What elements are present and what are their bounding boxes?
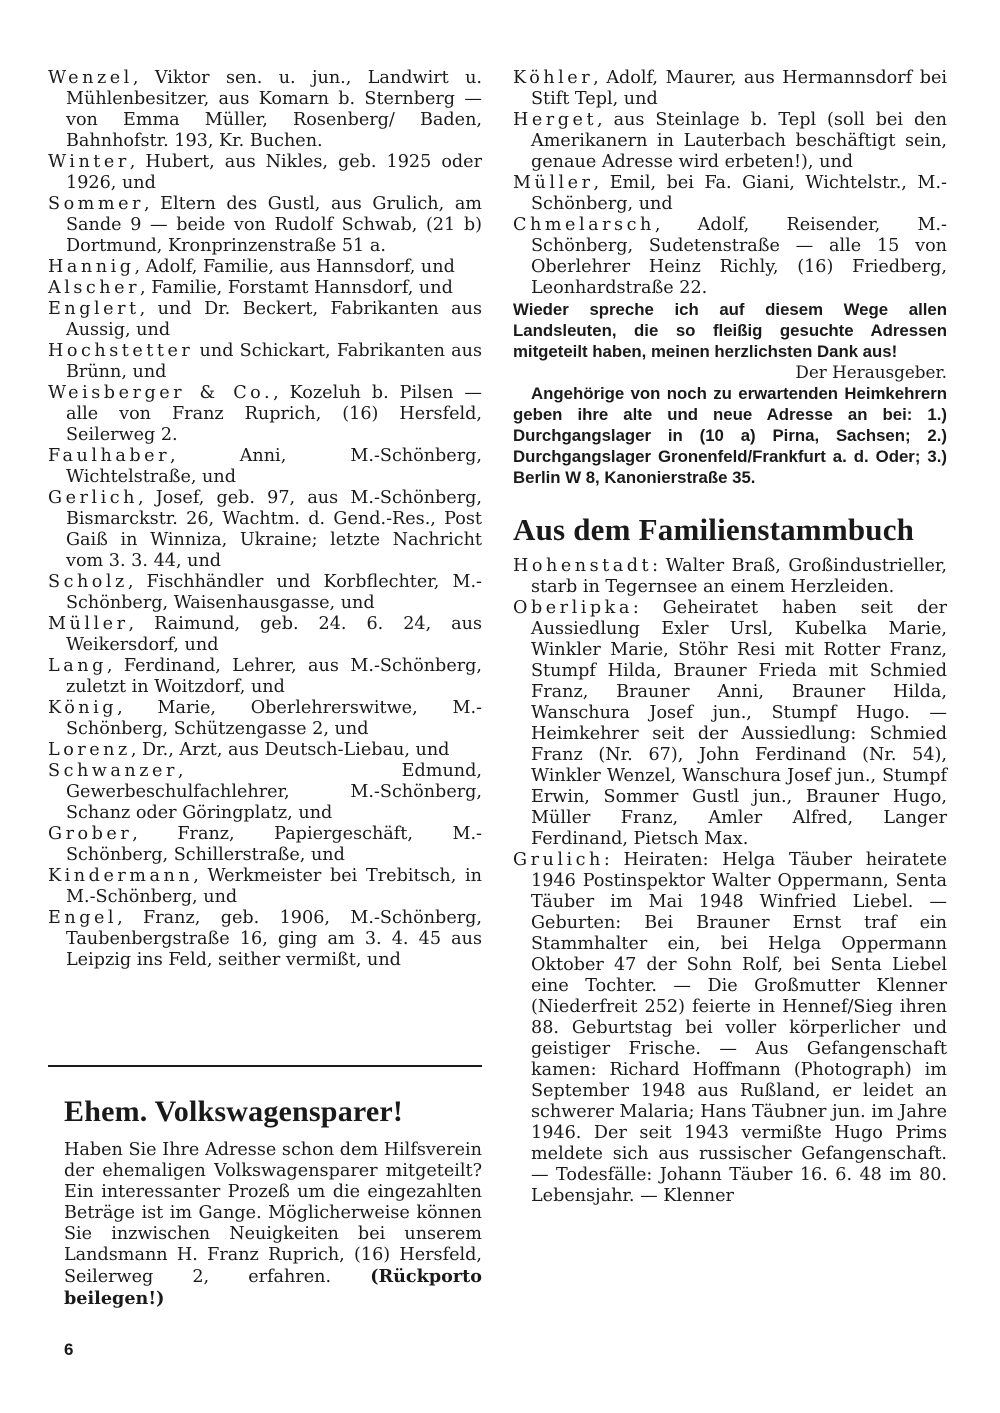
search-text: , Raimund, geb. 24. 6. 24, aus Weikersdorf, und xyxy=(66,614,482,655)
search-entry xyxy=(48,614,482,656)
search-name: Grober xyxy=(48,824,133,844)
search-entry xyxy=(48,446,482,488)
search-text: , Adolf, Familie, aus Hannsdorf, und xyxy=(134,257,455,277)
search-name: Herget xyxy=(513,110,598,130)
search-name: Müller xyxy=(513,173,594,193)
search-name: Sommer xyxy=(48,194,144,214)
left-column xyxy=(48,68,482,971)
search-name: Lorenz xyxy=(48,740,131,760)
search-name: Englert xyxy=(48,299,140,319)
search-entry xyxy=(48,824,482,866)
publisher-signature: Der Herausgeber. xyxy=(795,362,947,382)
family-entry xyxy=(513,598,947,850)
family-list xyxy=(513,556,947,1207)
search-entry xyxy=(48,908,482,971)
search-name: Lang xyxy=(48,656,107,676)
thanks-text: Wieder spreche ich auf diesem Wege allen Landsleuten, die so fleißig gesuchte Adressen mitgeteilt haben, meinen herzlichsten Dank aus! xyxy=(513,300,947,361)
search-entry xyxy=(513,110,947,173)
search-name: Hochstetter xyxy=(48,341,194,361)
search-name: Alscher xyxy=(48,278,141,298)
search-entry xyxy=(48,572,482,614)
search-text: , Viktor sen. u. jun., Landwirt u. Mühlenbesitzer, aus Komarn b. Sternberg — von Emma Müller, Rosenberg/ Baden, Bahnhofstr. 193, Kr. Buchen. xyxy=(66,68,482,151)
search-text: , Edmund, Gewerbeschulfachlehrer, M.-Schönberg, Schanz oder Göringplatz, und xyxy=(66,761,482,823)
search-entry xyxy=(48,299,482,341)
family-heading: Aus dem Familienstammbuch xyxy=(513,512,915,547)
family-entry xyxy=(513,556,947,598)
search-entry xyxy=(48,740,482,761)
family-text: : Heiraten: Helga Täuber heiratete 1946 Postinspektor Walter Oppermann, Senta Täuber im Mai 1948 Winfried Liebel. — Geburten: Bei Brauner Ernst traf ein Stammhalter ein, bei Helga Oppermann Oktober 47 der Sohn Rolf, bei Senta Liebel eine Tochter. — Die Großmutter Klenner (Niederfreit 252) feierte in Hennef/Sieg ihren 88. Geburtstag bei voller körperlicher und geistiger Frische. — Aus Gefangenschaft kamen: Richard Hoffmann (Photograph) im September 1948 aus Rußland, er leidet an schwerer Malaria; Hans Täubner jun. im Jahre 1946. Der seit 1943 vermißte Hugo Prims meldete sich aus russischer Gefangenschaft. — Todesfälle: Johann Täuber 16. 6. 48 im 80. Lebensjahr. — Klenner xyxy=(531,850,947,1206)
search-entry xyxy=(48,341,482,383)
search-text: , Hubert, aus Nikles, geb. 1925 oder 1926, und xyxy=(66,152,482,193)
search-text: , Franz, Papiergeschäft, M.-Schönberg, Schillerstraße, und xyxy=(66,824,482,865)
volkswagen-heading: Ehem. Volkswagensparer! xyxy=(64,1095,404,1128)
search-name: Müller xyxy=(48,614,129,634)
search-name: König xyxy=(48,698,118,718)
search-text: , Marie, Oberlehrerswitwe, M.-Schönberg, Schützengasse 2, und xyxy=(66,698,482,739)
search-entry xyxy=(513,173,947,215)
search-entry xyxy=(48,152,482,194)
search-name: Schwanzer xyxy=(48,761,178,781)
search-text: und Schickart, Fabrikanten aus Brünn, und xyxy=(66,341,482,382)
section-divider xyxy=(48,1065,482,1067)
search-name: Scholz xyxy=(48,572,128,592)
search-list xyxy=(48,68,482,971)
family-name: Hohenstadt xyxy=(513,556,653,576)
search-text: , Josef, geb. 97, aus M.-Schönberg, Bismarckstr. 26, Wachtm. d. Gend.-Res., Post Gaiß in Winniza, Ukraine; letzte Nachricht vom 3. 3. 44, und xyxy=(66,488,482,571)
family-name: Grulich xyxy=(513,850,604,870)
search-text: , Anni, M.-Schönberg, Wichtelstraße, und xyxy=(66,446,482,487)
search-list-continued xyxy=(513,68,947,299)
search-text: , und Dr. Beckert, Fabrikanten aus Aussig, und xyxy=(66,299,482,340)
search-text: , Ferdinand, Lehrer, aus M.-Schönberg, zuletzt in Woitzdorf, und xyxy=(66,656,482,697)
search-name: Kindermann xyxy=(48,866,194,886)
search-entry xyxy=(48,866,482,908)
family-entry xyxy=(513,850,947,1207)
search-entry xyxy=(48,488,482,572)
search-name: Hannig xyxy=(48,257,135,277)
search-name: Köhler xyxy=(513,68,594,88)
search-entry xyxy=(48,278,482,299)
page-number: 6 xyxy=(64,1340,74,1359)
family-text: : Walter Braß, Großindustrieller, starb in Tegernsee an einem Herzleiden. xyxy=(531,556,947,597)
search-text: , Familie, Forstamt Hannsdorf, und xyxy=(140,278,453,298)
search-entry xyxy=(48,257,482,278)
search-text: , Adolf, Maurer, aus Hermannsdorf bei Stift Tepl, und xyxy=(531,68,947,109)
volkswagen-note: (Rückporto beilegen!) xyxy=(64,1266,482,1309)
search-text: , Eltern des Gustl, aus Grulich, am Sande 9 — beide von Rudolf Schwab, (21 b) Dortmund, Kronprinzenstraße 51 a. xyxy=(66,194,482,256)
search-entry xyxy=(48,698,482,740)
search-name: Faulhaber xyxy=(48,446,171,466)
thanks-paragraph xyxy=(513,299,947,382)
search-entry xyxy=(513,215,947,299)
search-name: Chmelarsch xyxy=(513,215,655,235)
returnees-paragraph: Angehörige von noch zu erwartenden Heimkehrern geben ihre alte und neue Adresse an bei: 1.) Durchgangslager in (10 a) Pirna, Sachsen; 2.) Durchgangslager Gronenfeld/Frankfurt a. d. Oder; 3.) Berlin W 8, Kanonierstraße 35. xyxy=(513,384,947,487)
search-name: Winter xyxy=(48,152,130,172)
family-name: Oberlipka xyxy=(513,598,633,618)
volkswagen-text xyxy=(64,1140,482,1310)
search-entry xyxy=(48,194,482,257)
search-name: Engel xyxy=(48,908,118,928)
search-text: , Fischhändler und Korbflechter, M.-Schönberg, Waisenhausgasse, und xyxy=(66,572,482,613)
search-text: , Kozeluh b. Pilsen — alle von Franz Ruprich, (16) Hersfeld, Seilerweg 2. xyxy=(66,383,482,445)
publisher-notice xyxy=(513,299,947,488)
search-entry xyxy=(48,68,482,152)
volkswagen-body: Haben Sie Ihre Adresse schon dem Hilfsverein der ehemaligen Volkswagensparer mitgeteilt? Ein interessanter Prozeß um die eingezahlten Beträge ist im Gange. Möglicherweise können Sie inzwischen Neuigkeiten bei unserem Landsmann H. Franz Ruprich, (16) Hersfeld, Seilerweg 2, erfahren. xyxy=(64,1140,482,1287)
search-name: Wenzel xyxy=(48,68,133,88)
search-text: , Adolf, Reisender, M.-Schönberg, Sudetenstraße — alle 15 von Oberlehrer Heinz Richly, (16) Friedberg, Leonhardstraße 22. xyxy=(531,215,947,298)
search-entry xyxy=(48,656,482,698)
search-text: , aus Steinlage b. Tepl (soll bei den Amerikanern in Lauterbach beschäftigt sein, genaue Adresse wird erbeten!), und xyxy=(531,110,947,172)
search-entry xyxy=(48,383,482,446)
search-entry xyxy=(513,68,947,110)
search-entry xyxy=(48,761,482,824)
search-name: Weisberger & Co. xyxy=(48,383,274,403)
search-text: , Werkmeister bei Trebitsch, in M.-Schönberg, und xyxy=(66,866,482,907)
right-column xyxy=(513,68,947,1207)
family-text: : Geheiratet haben seit der Aussiedlung Exler Ursl, Kubelka Marie, Winkler Marie, Stöhr Resi mit Rotter Franz, Stumpf Hilda, Brauner Frieda mit Schmied Franz, Brauner Anni, Brauner Hilda, Wanschura Josef jun., Stumpf Hugo. — Heimkehrer seit der Aussiedlung: Schmied Franz (Nr. 67), John Ferdinand (Nr. 54), Winkler Wenzel, Wanschura Josef jun., Stumpf Erwin, Sommer Gustl jun., Brauner Hugo, Müller Franz, Amler Alfred, Langer Ferdinand, Pietsch Max. xyxy=(531,598,947,849)
search-text: , Franz, geb. 1906, M.-Schönberg, Taubenbergstraße 16, ging am 3. 4. 45 aus Leipzig ins Feld, seither vermißt, und xyxy=(66,908,482,970)
search-text: , Emil, bei Fa. Giani, Wichtelstr., M.-Schönberg, und xyxy=(531,173,947,214)
search-name: Gerlich xyxy=(48,488,138,508)
search-text: , Dr., Arzt, aus Deutsch-Liebau, und xyxy=(130,740,450,760)
